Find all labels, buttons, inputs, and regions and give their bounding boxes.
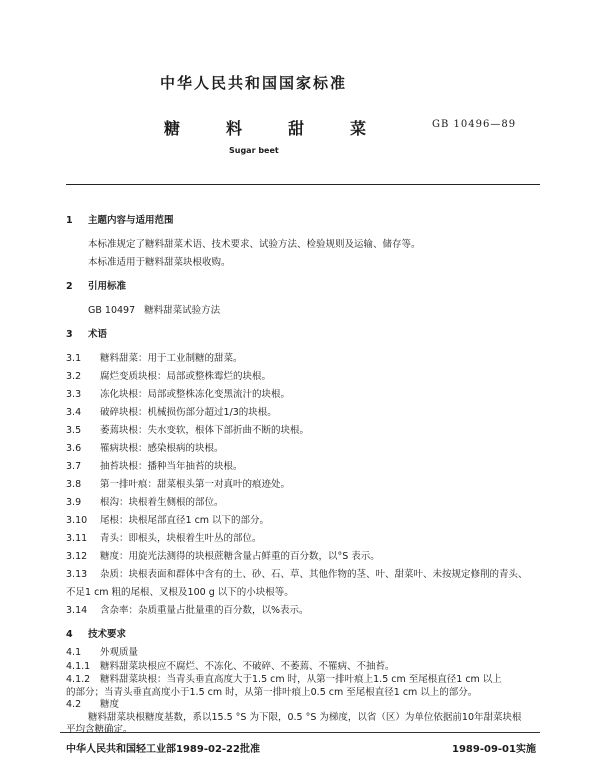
term-item [66,350,243,364]
requirement-text: 糖料甜菜块根：当青头垂直高度大于1.5 cm 时，从第一排叶痕上1.5 cm 至尾根直径1 cm 以上 [100,674,502,685]
section-title: 术语 [88,329,108,340]
term-text: 含杂率：杂质重量占批量重的百分数，以%表示。 [100,605,309,616]
section-number: 2 [66,281,73,292]
section-3-heading [66,326,107,340]
clause-number: 4.1.1 [66,661,91,672]
clause-number: 3.7 [66,461,82,472]
national-standard-heading: 中华人民共和国国家标准 [160,74,348,92]
sugar-content-paragraph-continuation: 平均含糖确定。 [66,724,133,735]
section-4-heading [66,626,126,640]
section-title: 引用标准 [88,281,127,292]
sugar-content-paragraph: 糖料甜菜块根糖度基数，系以15.5 °S 为下限，0.5 °S 为梯度，以省（区）为单位依据前10年甜菜块根 [88,712,522,723]
section-1-paragraph: 本标准适用于糖料甜菜块根收购。 [88,257,231,268]
term-item [66,602,309,616]
standard-number: GB 10496—89 [432,119,517,130]
implementation-date: 1989-09-01实施 [452,744,536,755]
term-text: 冻化块根：局部或整株冻化变黑流汁的块根。 [100,389,291,400]
clause-number: 3.13 [66,569,88,580]
term-text: 根沟：块根着生侧根的部位。 [100,497,224,508]
title-char: 菜 [350,119,367,138]
term-text: 青头：即根头，块根着生叶丛的部位。 [100,533,262,544]
clause-number: 3.10 [66,515,88,526]
term-text: 尾根：块根尾部直径1 cm 以下的部分。 [100,515,270,526]
clause-number: 3.3 [66,389,82,400]
section-number: 4 [66,629,73,640]
requirement-continuation: 的部分；当青头垂直高度小于1.5 cm 时，从第一排叶痕上0.5 cm 至尾根直径1 cm 以上的部分。 [66,687,478,698]
document-title [164,116,412,139]
term-item [66,386,290,400]
clause-number: 3.9 [66,497,82,508]
term-item [66,404,277,418]
approval-line: 中华人民共和国轻工业部1989-02-22批准 [66,744,260,755]
requirement-text: 糖料甜菜块根应不腐烂、不冻化、不破碎、不萎蔫、不罹病、不抽苔。 [100,661,395,672]
term-text: 腐烂变质块根：局部或整株霉烂的块根。 [100,371,272,382]
requirement-item [66,658,395,672]
term-text: 破碎块根：机械损伤部分超过1/3的块根。 [100,407,277,418]
clause-number: 3.12 [66,551,88,562]
subsection-title: 糖度 [100,699,120,710]
term-text: 罹病块根：感染根病的块根。 [100,443,224,454]
term-item [66,458,243,472]
term-item [66,440,224,454]
subsection-title: 外观质量 [100,647,139,658]
term-text: 第一排叶痕：甜菜根头第一对真叶的痕迹处。 [100,479,291,490]
clause-number: 3.1 [66,353,82,364]
section-title: 技术要求 [88,629,127,640]
english-title: Sugar beet [229,146,279,155]
term-item [66,422,309,436]
term-item [66,566,528,580]
referenced-standard: GB 10497 糖料甜菜试验方法 [88,305,221,316]
clause-number: 4.1 [66,647,82,658]
term-text: 萎蔫块根：失水变软，根体下部折曲不断的块根。 [100,425,310,436]
term-text: 抽苔块根：播种当年抽苔的块根。 [100,461,243,472]
section-number: 3 [66,329,73,340]
clause-number: 3.11 [66,533,88,544]
subsection-4-2-heading [66,696,119,710]
title-char: 料 [226,119,243,138]
title-char: 甜 [288,119,305,138]
term-item [66,368,271,382]
term-text: 糖度：用旋光法测得的块根蔗糖含量占鲜重的百分数，以°S 表示。 [100,551,380,562]
clause-number: 3.4 [66,407,82,418]
section-2-heading [66,278,126,292]
clause-number: 3.14 [66,605,88,616]
clause-number: 3.2 [66,371,82,382]
section-title: 主题内容与适用范围 [88,215,174,226]
term-item-continuation: 不足1 cm 粗的尾根、叉根及100 g 以下的小块根等。 [66,587,294,598]
requirement-item [66,671,502,685]
clause-number: 3.6 [66,443,82,454]
section-1-paragraph: 本标准规定了糖料甜菜术语、技术要求、试验方法、检验规则及运输、储存等。 [88,239,421,250]
section-number: 1 [66,215,73,226]
clause-number: 3.5 [66,425,82,436]
term-item [66,494,224,508]
clause-number: 4.1.2 [66,674,91,685]
section-1-heading [66,212,174,226]
term-text: 糖料甜菜：用于工业制糖的甜菜。 [100,353,243,364]
clause-number: 3.8 [66,479,82,490]
title-char: 糖 [164,119,181,138]
term-text: 杂质：块根表面和群体中含有的土、砂、石、草、其他作物的茎、叶、甜菜叶、未按规定修削的青头、 [100,569,528,580]
subsection-4-1-heading [66,644,138,658]
term-item [66,512,269,526]
term-item [66,530,262,544]
header-divider [66,184,540,185]
clause-number: 4.2 [66,699,82,710]
term-item [66,548,380,562]
term-item [66,476,290,490]
